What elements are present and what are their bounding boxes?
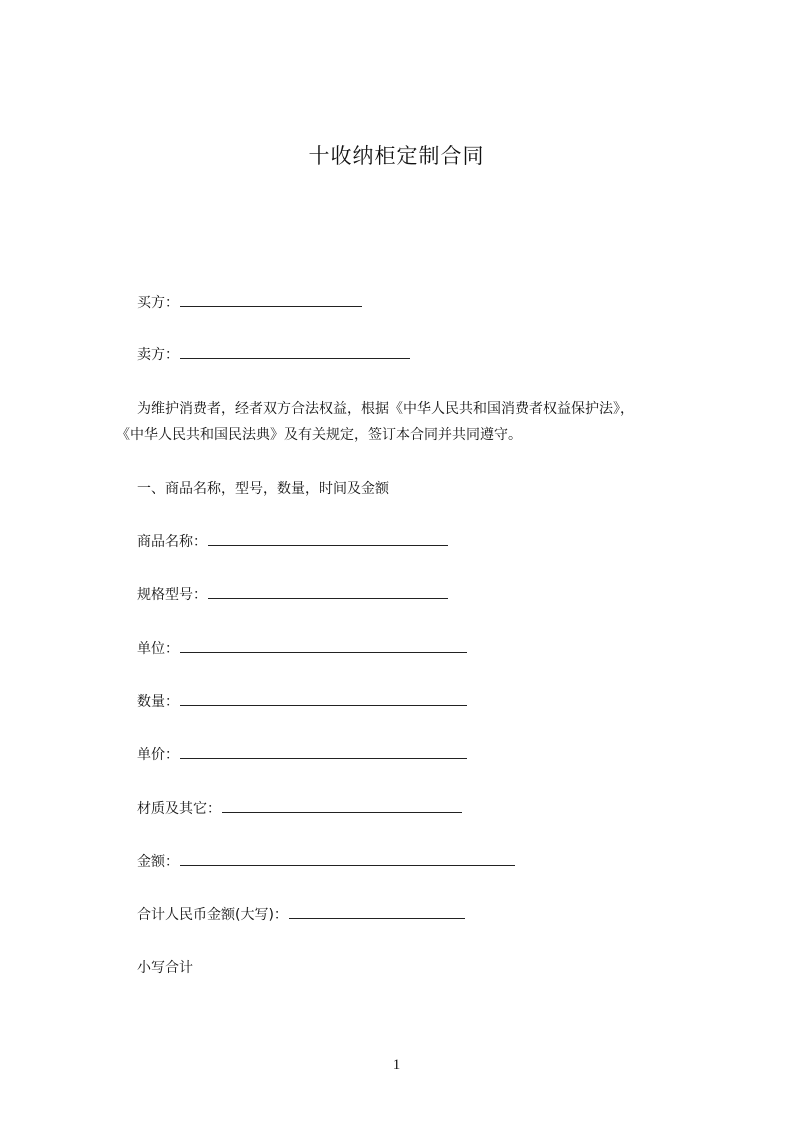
unit-blank	[180, 638, 467, 653]
document-title: 十收纳柜定制合同	[308, 144, 485, 168]
quantity-blank	[180, 691, 467, 706]
amount-line	[137, 851, 515, 873]
product-name-blank	[208, 531, 448, 546]
buyer-line	[137, 292, 362, 314]
intro-paragraph-line-1: 为维护消费者，经者双方合法权益，根据《中华人民共和国消费者权益保护法》，	[137, 401, 634, 417]
unit-price-line	[137, 744, 467, 766]
seller-label: 卖方：	[137, 347, 179, 363]
unit-label: 单位：	[137, 641, 179, 657]
quantity-label: 数量：	[137, 694, 179, 710]
material-line	[137, 798, 462, 820]
product-name-line	[137, 531, 448, 553]
spec-model-blank	[208, 584, 448, 599]
material-label: 材质及其它：	[137, 801, 221, 817]
unit-price-blank	[180, 744, 467, 759]
spec-model-label: 规格型号：	[137, 587, 207, 603]
section-1-heading: 一、商品名称，型号，数量，时间及金额	[137, 481, 389, 497]
unit-price-label: 单价：	[137, 747, 179, 763]
seller-blank	[180, 344, 410, 359]
quantity-line	[137, 691, 467, 713]
intro-paragraph-line-2: 《中华人民共和国民法典》及有关规定，签订本合同并共同遵守。	[116, 427, 522, 443]
seller-line	[137, 344, 410, 366]
page-number: 1	[392, 1057, 401, 1073]
product-name-label: 商品名称：	[137, 534, 207, 550]
buyer-label: 买方：	[137, 295, 179, 311]
spec-model-line	[137, 584, 448, 606]
total-rmb-upper-line	[137, 904, 465, 926]
total-rmb-upper-blank	[289, 904, 465, 919]
total-rmb-upper-label: 合计人民币金额(大写)：	[137, 907, 288, 923]
material-blank	[222, 798, 462, 813]
subtotal-label: 小写合计	[137, 960, 193, 976]
amount-blank	[180, 851, 515, 866]
unit-line	[137, 638, 467, 660]
amount-label: 金额：	[137, 854, 179, 870]
buyer-blank	[180, 292, 362, 307]
